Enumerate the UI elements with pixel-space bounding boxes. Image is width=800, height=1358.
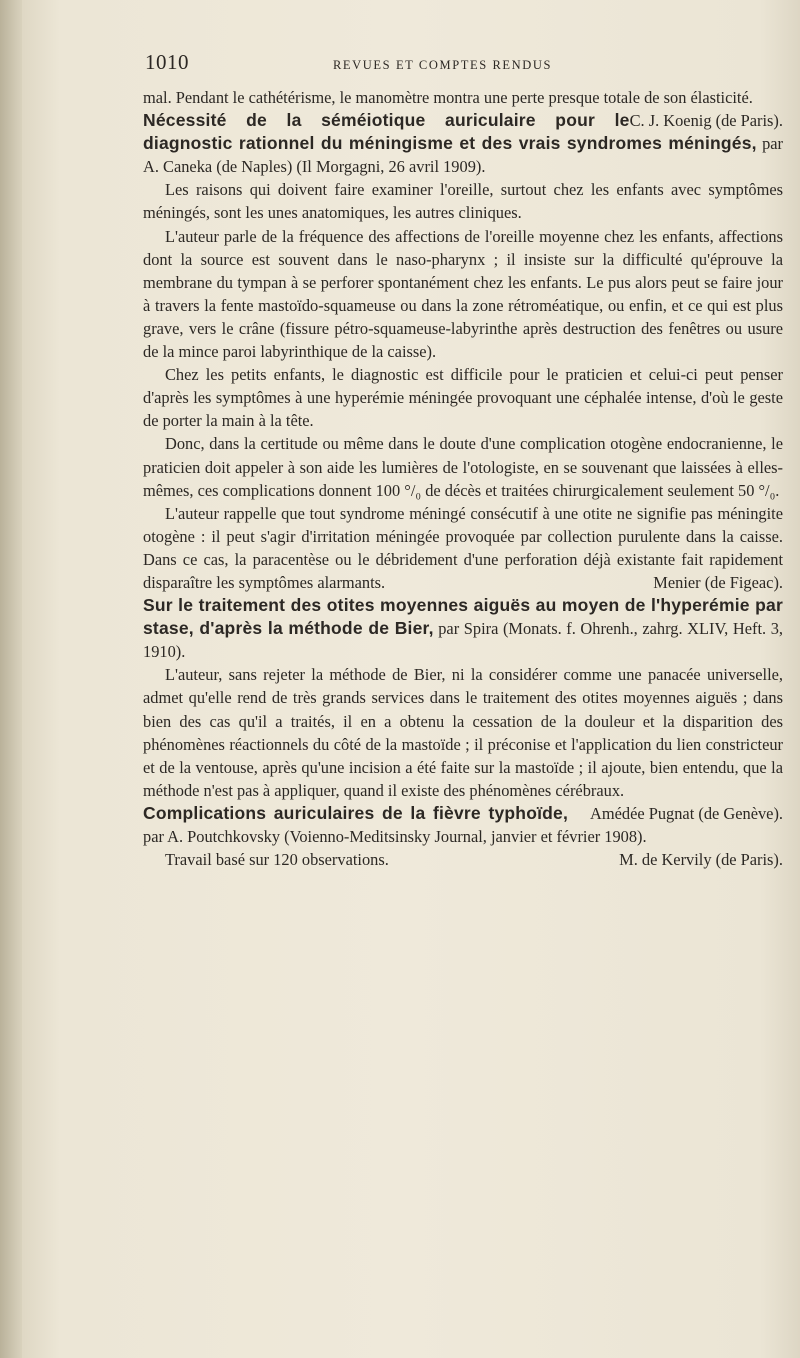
paragraph: L'auteur rappelle que tout syndrome méningé consécutif à une otite ne signifie pas méningite otogène : il peut s'agir d'irritation méningée provoquée par collection purulente dans la caisse. Dans ce cas, la paracentèse ou le débridement d'une perforation déjà existante fait rapidement disparaître les symptômes alarmants. Menier (de Figeac). xyxy=(143,502,783,594)
paragraph: L'auteur, sans rejeter la méthode de Bier, ni la considérer comme une panacée universelle, admet qu'elle rend de très grands services dans le traitement des otites moyennes aiguës ; dans bien des cas qu'il a traités, il en a obtenu la cessation de la douleur et la disparition des phénomènes réactionnels du côté de la mastoïde ; il préconise et l'application du lien constricteur et de la ventouse, après qu'une incision a été faite sur la mastoïde ; il ajoute, bien entendu, que la méthode n'est pas à appliquer, quand il existe des phénomènes cérébraux. Amédée Pugnat (de Genève). xyxy=(143,663,783,802)
page-number: 1010 xyxy=(145,50,189,74)
page-content xyxy=(143,46,783,871)
continued-paragraph: mal. Pendant le cathétérisme, le manomètre montra une perte presque totale de son élasticité. C. J. Koenig (de Paris). xyxy=(143,86,783,109)
page-header xyxy=(143,46,783,86)
paragraph: Chez les petits enfants, le diagnostic est difficile pour le praticien et celui-ci peut penser d'après les symptômes à une hyperémie méningée provoquant une céphalée intense, d'où le geste de porter la main à la tête. xyxy=(143,365,783,431)
paragraph: Les raisons qui doivent faire examiner l'oreille, surtout chez les enfants avec symptômes méningés, sont les unes anatomiques, les autres cliniques. xyxy=(143,180,783,223)
article-title: Nécessité de la séméiotique auriculaire pour le diagnostic rationnel du méningisme et des vrais syndromes méningés, xyxy=(143,110,757,154)
citation: par A. Poutchkovsky (Voienno-Meditsinsky Journal, janvier et février 1908). xyxy=(143,827,647,846)
citation: par Spira (Monats. f. Ohrenh., zahrg. XLIV, Heft. 3, 1910). xyxy=(143,619,783,662)
citation: par A. Caneka (de Naples) (Il Morgagni, 26 avril 1909). xyxy=(143,134,783,177)
paragraph: Donc, dans la certitude ou même dans le doute d'une complication otogène endocranienne, le praticien doit appeler à son aide les lumières de l'otologiste, en se souvenant que laissées à elles-mêmes, ces complications donnent 100 °/₀ de décès et traitées chirurgicalement seulement 50 °/₀. xyxy=(143,434,783,500)
page-binding-shadow xyxy=(0,0,22,1358)
review-entry-heading xyxy=(143,594,783,663)
running-title: REVUES ET COMPTES RENDUS xyxy=(333,58,553,72)
author-signature: Menier (de Figeac). xyxy=(653,572,783,592)
body-text xyxy=(143,86,783,871)
author-signature: C. J. Koenig (de Paris). xyxy=(629,111,783,131)
article-title: Complications auriculaires de la fièvre typhoïde, xyxy=(143,802,569,823)
paragraph: L'auteur parle de la fréquence des affections de l'oreille moyenne chez les enfants, affections dont la source est souvent dans le naso-pharynx ; il insiste sur la difficulté qu'éprouve la membrane du tympan à se perforer spontanément chez les enfants. Le pus alors peut se faire jour à travers la fente mastoïdo-squameuse ou dans la zone rétroméatique, ou enfin, et ce qui est plus grave, vers le crâne (fissure pétro-squameuse-labyrinthe après destruction des fenêtres ou usure de la mince paroi labyrinthique de la caisse). xyxy=(143,226,783,362)
author-signature: M. de Kervily (de Paris). xyxy=(619,850,783,870)
author-signature: Amédée Pugnat (de Genève). xyxy=(590,803,783,823)
article-title: Sur le traitement des otites moyennes aiguës au moyen de l'hyperémie par stase, d'après la méthode de Bier, xyxy=(143,595,783,639)
paragraph: Travail basé sur 120 observations. M. de Kervily (de Paris). xyxy=(143,848,783,871)
